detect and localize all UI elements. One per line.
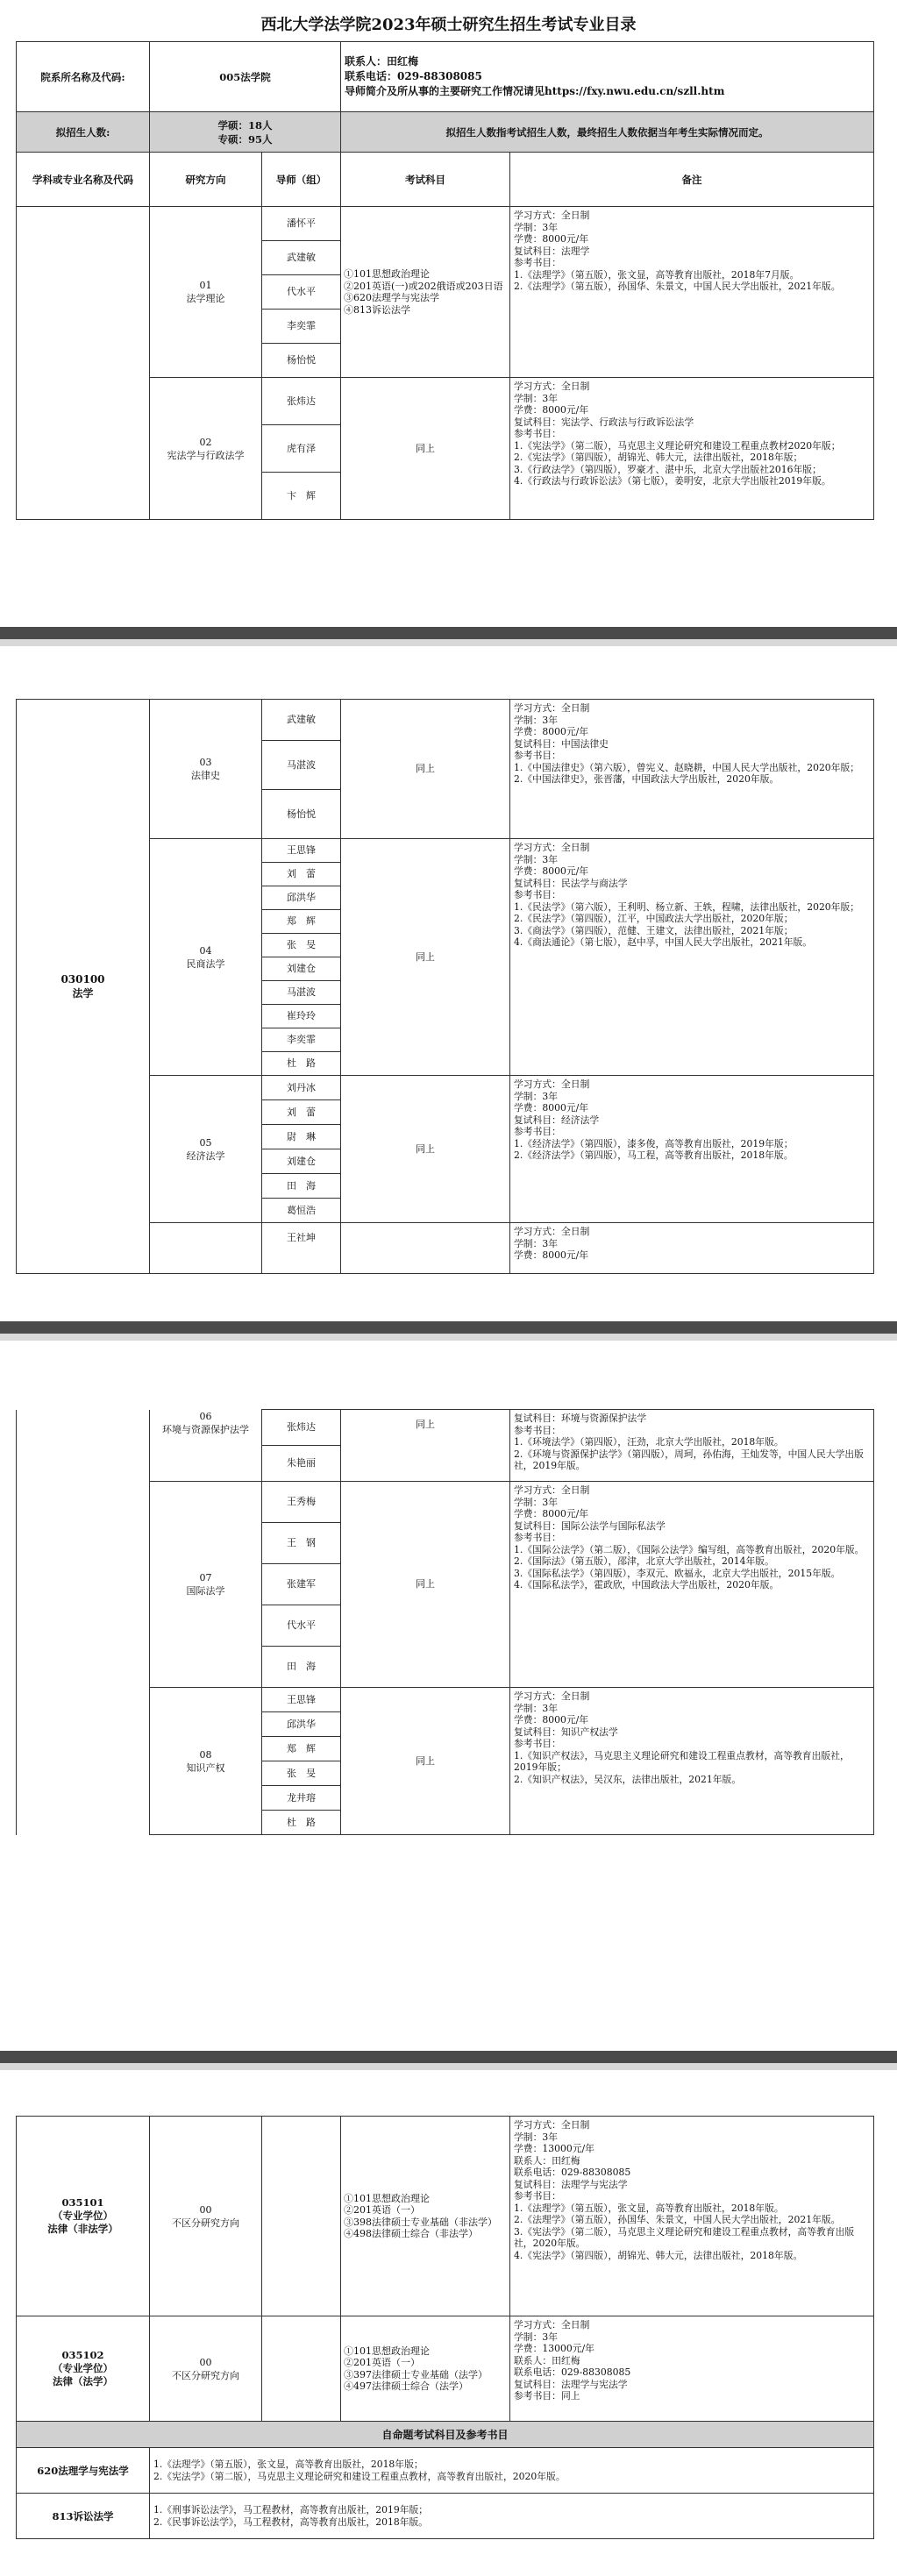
major-name: 法律（非法学） — [47, 2223, 118, 2235]
contact-person: 联系人：田红梅 — [345, 55, 419, 68]
note-line: 2.《宪法学》（第四版），胡锦光、韩大元，法律出版社，2018年版； — [514, 452, 803, 463]
note-line: 学习方式：全日制 — [514, 1690, 590, 1702]
note-line: 联系电话：029-88308085 — [514, 2366, 631, 2378]
note-line: 学费：8000元/年 — [514, 865, 589, 877]
note-line: 学制：3年 — [514, 392, 559, 404]
tutor-cell: 邱洪华 — [262, 886, 341, 910]
tutor-empty — [262, 2117, 341, 2316]
plan-note: 拟招生人数指考试招生人数，最终招生人数依据当年考生实际情况而定。 — [341, 112, 874, 153]
book-line: 2.《宪法学》（第二版），马克思主义理论研究和建设工程重点教材，高等教育出版社，2020年版。 — [153, 2470, 566, 2482]
direction-name: 宪法学与行政法学 — [167, 449, 245, 461]
note-line: 复试科目：中国法律史 — [514, 737, 609, 750]
note-line: 参考书目： — [514, 750, 561, 761]
exam-same: 同上 — [341, 1482, 510, 1688]
note-line: 1.《中国法律史》（第六版），曾宪义、赵晓耕，中国人民大学出版社，2020年版； — [514, 761, 860, 773]
direction-02 — [150, 378, 262, 520]
exam-line: ①101思想政治理论 — [344, 2192, 430, 2204]
direction-code: 02 — [199, 436, 212, 448]
notes-03 — [510, 700, 874, 839]
note-line: 4.《商法通论》（第七版），赵中孚，中国人民大学出版社，2021年版。 — [514, 936, 813, 948]
direction-07 — [150, 1482, 262, 1688]
note-line: 学费：8000元/年 — [514, 404, 589, 416]
dept-value: 005法学院 — [150, 42, 341, 112]
note-line: 2.《国际法》（第五版），邵津，北京大学出版社，2014年版。 — [514, 1555, 774, 1567]
note-line: 学制：3年 — [514, 2330, 559, 2343]
self-exam-subject: 813诉讼法学 — [17, 2494, 150, 2539]
note-line: 复试科目：知识产权法学 — [514, 1726, 618, 1738]
tutor-cell: 杜 路 — [262, 1811, 341, 1835]
tutor-cell: 尉 琳 — [262, 1125, 341, 1149]
direction-code: 07 — [199, 1572, 212, 1583]
note-line: 学习方式：全日制 — [514, 842, 590, 853]
note-line: 2.《法理学》（第五版），孙国华、朱景文，中国人民大学出版社，2021年版。 — [514, 2214, 841, 2225]
direction-name: 环境与资源保护法学 — [162, 1423, 249, 1435]
self-exam-books — [150, 2494, 874, 2539]
tutor-info-link[interactable]: 导师简介及所从事的主要研究工作情况请见https://fxy.nwu.edu.cn/szll.htm — [345, 85, 725, 97]
note-line: 学制：3年 — [514, 221, 559, 233]
notes-02 — [510, 378, 874, 520]
direction-00 — [150, 2316, 262, 2422]
tutor-cell: 杨怡悦 — [262, 344, 341, 378]
note-line: 学习方式：全日制 — [514, 210, 590, 221]
tutor-cell: 张 旻 — [262, 1761, 341, 1786]
note-line: 复试科目：法理学与宪法学 — [514, 2378, 628, 2390]
notes-08 — [510, 1688, 874, 1835]
direction-04 — [150, 839, 262, 1076]
note-line: 学费：13000元/年 — [514, 2343, 594, 2354]
note-line: 3.《国际私法学》（第四版），李双元、欧福永，北京大学出版社，2015年版。 — [514, 1567, 841, 1579]
note-line: 学费：8000元/年 — [514, 1102, 589, 1114]
header-major: 学科或专业名称及代码 — [17, 153, 150, 207]
note-line: 学费：8000元/年 — [514, 1508, 589, 1519]
major-type: （专业学位） — [53, 2210, 113, 2222]
notes-06-start — [510, 1223, 874, 1274]
note-line: 1.《知识产权法》，马克思主义理论研究和建设工程重点教材，高等教育出版社，2019年版； — [514, 1749, 850, 1773]
major-035102 — [17, 2316, 150, 2422]
note-line: 学费：8000元/年 — [514, 233, 589, 245]
major-name: 法律（法学） — [53, 2375, 113, 2387]
tutor-cell: 龙井瑢 — [262, 1786, 341, 1811]
exam-subjects — [341, 2117, 510, 2316]
tutor-cell: 潘怀平 — [262, 207, 341, 241]
direction-code: 01 — [199, 280, 212, 291]
tutor-cell: 代水平 — [262, 275, 341, 310]
note-line: 学费：8000元/年 — [514, 1249, 589, 1261]
note-line: 参考书目： — [514, 1424, 561, 1436]
self-exam-subject: 620法理学与宪法学 — [17, 2448, 150, 2494]
tutor-cell: 虎有泽 — [262, 425, 341, 473]
note-line: 参考书目： — [514, 2190, 561, 2202]
note-line: 学制：3年 — [514, 1090, 559, 1102]
note-line: 1.《经济法学》（第四版），漆多俊，高等教育出版社，2019年版； — [514, 1137, 794, 1149]
plan-academic: 学硕：18人 — [217, 118, 273, 132]
note-line: 学习方式：全日制 — [514, 1226, 590, 1237]
tutor-cell: 王秀梅 — [262, 1482, 341, 1523]
exam-line: ②201英语(一)或202俄语或203日语 — [344, 280, 503, 292]
note-line: 4.《行政法与行政诉讼法》（第七版），姜明安，北京大学出版社2019年版。 — [514, 475, 831, 487]
tutor-cell: 崔玲玲 — [262, 1005, 341, 1028]
note-line: 3.《商法学》（第四版），范健、王建文，法律出版社，2021年版； — [514, 924, 794, 936]
note-line: 1.《民法学》（第六版），王利明、杨立新、王轶，程啸，法律出版社，2020年版； — [514, 900, 860, 913]
tutor-cell: 张建军 — [262, 1564, 341, 1605]
note-line: 学习方式：全日制 — [514, 2319, 590, 2330]
notes-05 — [510, 1076, 874, 1223]
tutor-cell: 卞 辉 — [262, 473, 341, 520]
book-line: 1.《刑事诉讼法学》，马工程教材，高等教育出版社，2019年版； — [153, 2504, 429, 2516]
note-line: 联系人：田红梅 — [514, 2354, 580, 2366]
notes-06 — [510, 1410, 874, 1482]
tutor-cell: 葛恒浩 — [262, 1199, 341, 1223]
direction-name: 经济法学 — [186, 1149, 225, 1162]
tutor-cell: 郑 辉 — [262, 1737, 341, 1761]
exam-line: ③620法理学与宪法学 — [344, 292, 440, 303]
direction-name: 民商法学 — [186, 957, 225, 970]
note-line: 1.《法理学》（第五版），张文显，高等教育出版社，2018年7月版。 — [514, 268, 800, 281]
note-line: 复试科目：经济法学 — [514, 1114, 600, 1126]
major-type: （专业学位） — [53, 2362, 113, 2374]
tutor-cell: 王思锋 — [262, 839, 341, 863]
direction-code: 03 — [199, 757, 212, 768]
major-035101 — [17, 2117, 150, 2316]
exam-line: ①101思想政治理论 — [344, 2345, 430, 2357]
exam-line: ②201英语（一） — [344, 2357, 420, 2368]
tutor-cell: 刘建仓 — [262, 957, 341, 981]
exam-same: 同上 — [341, 1076, 510, 1223]
note-line: 学制：3年 — [514, 2131, 559, 2143]
tutor-cell: 武建敏 — [262, 241, 341, 275]
tutor-cell: 刘 蕾 — [262, 1100, 341, 1125]
exam-line: ②201英语（一） — [344, 2204, 420, 2216]
exam-line: ④813诉讼法学 — [344, 303, 411, 316]
note-line: 3.《宪法学》（第二版），马克思主义理论研究和建设工程重点教材，高等教育出版社，2020年版。 — [514, 2225, 855, 2249]
exam-line: ④497法律硕士综合（法学） — [344, 2380, 468, 2392]
plan-label: 拟招生人数: — [17, 112, 150, 153]
tutor-cell: 王 钢 — [262, 1523, 341, 1564]
major-name: 法学 — [72, 987, 94, 1000]
note-line: 参考书目： — [514, 257, 561, 268]
tutor-cell: 刘丹冰 — [262, 1076, 341, 1100]
note-line: 参考书目： — [514, 1532, 561, 1543]
note-line: 4.《国际私法学》，霍政欣，中国政法大学出版社，2020年版。 — [514, 1579, 780, 1590]
dept-label: 院系所名称及代码: — [17, 42, 150, 112]
direction-01 — [150, 207, 262, 378]
note-line: 复试科目：法理学 — [514, 245, 590, 257]
page-2 — [0, 646, 897, 1321]
contact-phone: 联系电话：029-88308085 — [345, 70, 482, 82]
note-line: 1.《环境法学》（第四版），汪劲，北京大学出版社，2018年版。 — [514, 1436, 784, 1448]
note-line: 2.《环境与资源保护法学》（第四版），周珂，孙佑海，王灿发等，中国人民大学出版社，2019年版。 — [514, 1448, 864, 1471]
major-code: 035102 — [61, 2349, 104, 2361]
direction-code: 00 — [199, 2203, 212, 2216]
note-line: 学制：3年 — [514, 1237, 559, 1249]
note-line: 2.《经济法学》（第四版），马工程，高等教育出版社，2018年版。 — [514, 1149, 794, 1161]
direction-name: 法律史 — [191, 770, 220, 781]
note-line: 1.《法理学》（第五版），张文显，高等教育出版社，2018年版。 — [514, 2202, 784, 2214]
note-line: 复试科目：法理学与宪法学 — [514, 2178, 628, 2190]
major-cell-empty — [17, 207, 150, 520]
tutor-cell: 田 海 — [262, 1647, 341, 1688]
note-line: 学制：3年 — [514, 1496, 559, 1508]
page-title: 西北大学法学院2023年硕士研究生招生考试专业目录 — [260, 16, 637, 34]
tutor-cell: 李奕霏 — [262, 1028, 341, 1052]
direction-06-continued — [150, 1223, 262, 1274]
note-line: 参考书目：同上 — [514, 2390, 580, 2402]
note-line: 参考书目： — [514, 1126, 561, 1137]
notes-035101 — [510, 2117, 874, 2316]
catalog-table-page-3 — [16, 1409, 874, 1835]
notes-035102 — [510, 2316, 874, 2422]
header-tutor: 导师（组） — [262, 153, 341, 207]
tutor-cell: 刘 蕾 — [262, 863, 341, 886]
exam-line: ③398法律硕士专业基础（非法学） — [344, 2216, 497, 2228]
note-line: 学习方式：全日制 — [514, 702, 590, 714]
header-direction: 研究方向 — [150, 153, 262, 207]
note-line: 4.《宪法学》（第四版），胡锦光、韩大元，法律出版社，2018年版。 — [514, 2249, 803, 2261]
note-line: 学习方式：全日制 — [514, 1078, 590, 1090]
book-line: 2.《民事诉讼法学》，马工程教材，高等教育出版社，2018年版。 — [153, 2516, 429, 2528]
tutor-cell: 王思锋 — [262, 1688, 341, 1712]
exam-line: ④498法律硕士综合（非法学） — [344, 2228, 478, 2239]
direction-08 — [150, 1688, 262, 1835]
direction-code: 08 — [199, 1748, 212, 1761]
tutor-cell: 张炜达 — [262, 1410, 341, 1446]
exam-same: 同上 — [341, 700, 510, 839]
major-code: 035101 — [61, 2196, 104, 2209]
direction-name: 国际法学 — [186, 1585, 225, 1597]
direction-code: 04 — [199, 944, 212, 957]
self-exam-title: 自命题考试科目及参考书目 — [17, 2422, 874, 2448]
note-line: 2.《知识产权法》，吴汉东，法律出版社，2021年版。 — [514, 1773, 742, 1785]
note-line: 学制：3年 — [514, 1702, 559, 1714]
notes-01 — [510, 207, 874, 378]
note-line: 2.《中国法律史》，张晋藩，中国政法大学出版社，2020年版。 — [514, 773, 780, 785]
note-line: 联系人：田红梅 — [514, 2154, 580, 2167]
note-line: 学习方式：全日制 — [514, 2119, 590, 2131]
exam-line: ①101思想政治理论 — [344, 268, 431, 280]
self-exam-books — [150, 2448, 874, 2494]
exam-line: ③397法律硕士专业基础（法学） — [344, 2368, 488, 2380]
tutor-cell: 马湛波 — [262, 981, 341, 1005]
tutor-cell: 杜 路 — [262, 1052, 341, 1076]
exam-empty — [341, 1223, 510, 1274]
tutor-cell: 马湛波 — [262, 741, 341, 790]
note-line: 学制：3年 — [514, 853, 559, 865]
exam-same: 同上 — [341, 1688, 510, 1835]
exam-subjects — [341, 207, 510, 378]
major-code: 030100 — [61, 973, 105, 986]
note-line: 复试科目：宪法学、行政法与行政诉讼法学 — [514, 416, 694, 428]
page-1 — [0, 0, 897, 627]
tutor-cell: 李奕霏 — [262, 310, 341, 344]
page-3 — [0, 1341, 897, 2051]
note-line: 1.《宪法学》（第二版），马克思主义理论研究和建设工程重点教材2020年版； — [514, 439, 841, 452]
note-line: 参考书目： — [514, 428, 561, 439]
exam-same: 同上 — [341, 378, 510, 520]
header-exam: 考试科目 — [341, 153, 510, 207]
note-line: 3.《行政法学》（第四版），罗豪才、湛中乐，北京大学出版社2016年版； — [514, 463, 822, 475]
exam-subjects — [341, 2316, 510, 2422]
tutor-cell: 张 旻 — [262, 934, 341, 957]
note-line: 学费：8000元/年 — [514, 1714, 589, 1726]
note-line: 复试科目：民法学与商法学 — [514, 877, 628, 889]
tutor-cell: 朱艳丽 — [262, 1446, 341, 1482]
note-line: 学习方式：全日制 — [514, 1484, 590, 1496]
catalog-table-page-2 — [16, 699, 874, 1274]
page-4 — [0, 2070, 897, 2576]
note-line: 学费：8000元/年 — [514, 726, 589, 737]
direction-00 — [150, 2117, 262, 2316]
direction-name: 不区分研究方向 — [172, 2217, 239, 2229]
page-separator — [0, 1321, 897, 1334]
tutor-cell: 邱洪华 — [262, 1712, 341, 1737]
notes-07 — [510, 1482, 874, 1688]
note-line: 复试科目：国际公法学与国际私法学 — [514, 1519, 666, 1532]
direction-name: 知识产权 — [186, 1761, 225, 1774]
catalog-table-page-1 — [16, 41, 874, 520]
page-separator — [0, 627, 897, 639]
note-line: 学习方式：全日制 — [514, 381, 590, 392]
book-line: 1.《法理学》（第五版），张文显，高等教育出版社，2018年版； — [153, 2459, 424, 2470]
major-030100 — [17, 700, 150, 1274]
tutor-cell: 田 海 — [262, 1174, 341, 1199]
note-line: 2.《民法学》（第四版），江平，中国政法大学出版社，2020年版； — [514, 913, 794, 924]
note-line: 复试科目：环境与资源保护法学 — [514, 1413, 647, 1424]
note-line: 参考书目： — [514, 1738, 561, 1749]
note-line: 联系电话：029-88308085 — [514, 2167, 631, 2178]
note-line: 1.《国际公法学》（第二版），《国际公法学》编写组，高等教育出版社，2020年版。 — [514, 1543, 865, 1555]
header-notes: 备注 — [510, 153, 874, 207]
exam-same: 同上 — [341, 1410, 510, 1482]
plan-professional: 专硕：95人 — [217, 132, 273, 146]
direction-03 — [150, 700, 262, 839]
note-line: 参考书目： — [514, 889, 561, 900]
direction-code: 00 — [199, 2356, 212, 2368]
tutor-cell: 代水平 — [262, 1605, 341, 1647]
exam-same: 同上 — [341, 839, 510, 1076]
tutor-cell: 杨怡悦 — [262, 790, 341, 839]
direction-code: 05 — [199, 1136, 212, 1149]
tutor-empty — [262, 2316, 341, 2422]
direction-06 — [150, 1410, 262, 1482]
direction-code: 06 — [199, 1410, 212, 1422]
note-line: 学费：13000元/年 — [514, 2143, 594, 2154]
note-line: 学制：3年 — [514, 714, 559, 726]
tutor-cell: 郑 辉 — [262, 910, 341, 934]
catalog-table-page-4 — [16, 2116, 874, 2539]
notes-04 — [510, 839, 874, 1076]
tutor-cell: 王社坤 — [262, 1223, 341, 1274]
major-cell-continued — [17, 1410, 150, 1835]
tutor-cell: 刘建仓 — [262, 1149, 341, 1174]
direction-05 — [150, 1076, 262, 1223]
direction-name: 法学理论 — [186, 293, 225, 304]
direction-name: 不区分研究方向 — [172, 2369, 239, 2381]
page-separator — [0, 2051, 897, 2063]
note-line: 2.《法理学》（第五版），孙国华、朱景文，中国人民大学出版社，2021年版。 — [514, 281, 841, 292]
tutor-cell: 张炜达 — [262, 378, 341, 425]
tutor-cell: 武建敏 — [262, 700, 341, 741]
